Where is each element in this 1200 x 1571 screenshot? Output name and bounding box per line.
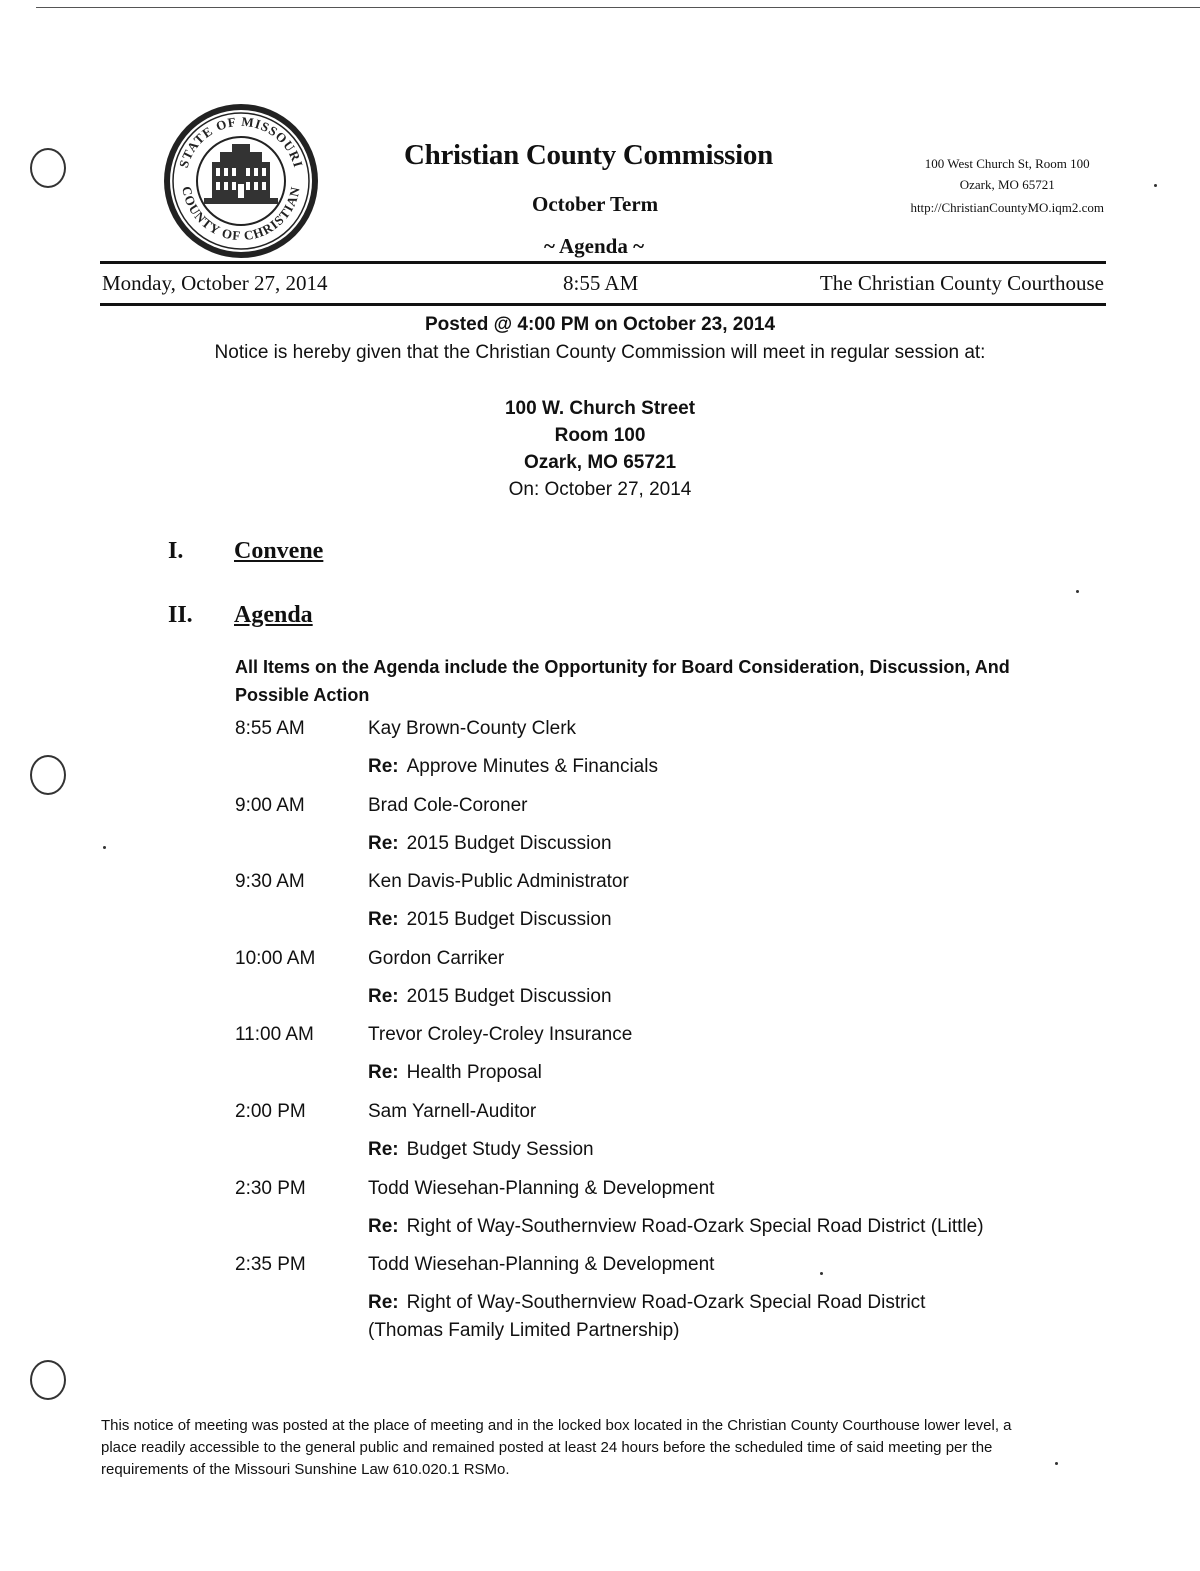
agenda-item xyxy=(235,718,1115,795)
posted-notice: Posted @ 4:00 PM on October 23, 2014 xyxy=(424,314,776,335)
item-topic-text: Approve Minutes & Financials xyxy=(406,756,658,777)
seal-text-bottom: COUNTY OF CHRISTIAN xyxy=(179,184,303,244)
item-presenter: Brad Cole-Coroner xyxy=(368,794,528,816)
section-title: Agenda xyxy=(234,602,313,628)
item-topic-text: 2015 Budget Discussion xyxy=(406,985,612,1007)
item-time: 9:30 AM xyxy=(235,871,305,893)
agenda-item xyxy=(235,948,1115,1025)
agenda-item xyxy=(235,871,1115,948)
item-presenter: Gordon Carriker xyxy=(368,947,505,969)
meeting-location xyxy=(0,395,1200,503)
scan-speck xyxy=(1076,590,1079,593)
commission-title: Christian County Commission xyxy=(404,139,773,171)
agenda-item xyxy=(235,1178,1115,1255)
top-edge-rule xyxy=(36,7,1200,8)
agenda-item xyxy=(235,795,1115,872)
item-time: 2:00 PM xyxy=(235,1100,306,1122)
item-presenter: Kay Brown-County Clerk xyxy=(368,718,577,739)
meeting-time: 8:55 AM xyxy=(563,271,639,295)
item-topic xyxy=(368,986,612,1008)
re-label: Re: xyxy=(368,1062,399,1084)
item-time: 2:30 PM xyxy=(235,1177,306,1199)
meeting-notice: Notice is hereby given that the Christian County Commission will meet in regular session at: xyxy=(214,342,986,363)
item-topic-text: Health Proposal xyxy=(406,1062,542,1084)
section-number: I. xyxy=(168,538,184,564)
item-topic-text: Right of Way-Southernview Road-Ozark Special Road District xyxy=(406,1292,926,1314)
item-topic xyxy=(368,756,658,778)
item-topic xyxy=(368,1062,542,1084)
item-time: 8:55 AM xyxy=(235,718,305,739)
item-topic xyxy=(368,1139,594,1161)
website-link[interactable]: http://ChristianCountyMO.iqm2.com xyxy=(910,200,1104,215)
scan-speck xyxy=(103,846,106,849)
punch-hole xyxy=(30,148,66,188)
section-title: Convene xyxy=(234,538,324,564)
header-rule-top xyxy=(100,261,1106,264)
section-number: II. xyxy=(168,602,193,628)
item-time: 2:35 PM xyxy=(235,1254,306,1276)
location-street: 100 W. Church Street xyxy=(504,398,696,419)
term-label: October Term xyxy=(532,192,659,216)
posting-disclaimer: This notice of meeting was posted at the place of meeting and in the locked box located in the Christian County Courthouse lower level, a place readily accessible to the general public and remained posted at least 24 hours before the scheduled time of said meeting per the requirements of the Missouri Sunshine Law 610.020.1 RSMo. xyxy=(101,1417,1012,1478)
re-label: Re: xyxy=(368,1215,399,1237)
re-label: Re: xyxy=(368,985,399,1007)
meeting-date: Monday, October 27, 2014 xyxy=(102,271,328,295)
item-topic xyxy=(368,909,612,931)
item-presenter: Ken Davis-Public Administrator xyxy=(368,871,629,893)
re-label: Re: xyxy=(368,756,399,777)
header-rule-bottom xyxy=(100,303,1106,306)
scan-speck xyxy=(1154,184,1157,187)
meeting-place: The Christian County Courthouse xyxy=(819,271,1104,295)
agenda-item xyxy=(235,1024,1115,1101)
item-topic xyxy=(368,1216,984,1238)
agenda-heading: ~ Agenda ~ xyxy=(544,234,645,258)
item-topic-text: 2015 Budget Discussion xyxy=(406,832,612,854)
item-presenter: Todd Wiesehan-Planning & Development xyxy=(368,1254,715,1276)
re-label: Re: xyxy=(368,909,399,931)
item-presenter: Sam Yarnell-Auditor xyxy=(368,1100,537,1122)
item-topic-text: Right of Way-Southernview Road-Ozark Special Road District (Little) xyxy=(406,1215,984,1237)
item-presenter: Trevor Croley-Croley Insurance xyxy=(368,1024,633,1046)
address-block xyxy=(910,152,1104,219)
item-presenter: Todd Wiesehan-Planning & Development xyxy=(368,1177,715,1199)
location-date: On: October 27, 2014 xyxy=(508,479,692,500)
punch-hole xyxy=(30,755,66,795)
re-label: Re: xyxy=(368,832,399,854)
item-topic xyxy=(368,833,612,855)
item-time: 10:00 AM xyxy=(235,947,316,969)
agenda-items xyxy=(235,718,1115,1342)
item-time: 11:00 AM xyxy=(235,1024,314,1046)
punch-hole xyxy=(30,1360,66,1400)
address-line-1: 100 West Church St, Room 100 xyxy=(924,156,1090,171)
agenda-intro: All Items on the Agenda include the Opportunity for Board Consideration, Discussion, And Possible Action xyxy=(235,657,1010,705)
item-topic-continued: (Thomas Family Limited Partnership) xyxy=(368,1320,680,1342)
agenda-item xyxy=(235,1101,1115,1178)
county-seal-icon xyxy=(162,102,320,260)
item-time: 9:00 AM xyxy=(235,794,305,816)
item-topic-text: Budget Study Session xyxy=(406,1138,594,1160)
agenda-item xyxy=(235,1254,1115,1342)
location-room: Room 100 xyxy=(554,425,646,446)
seal-text-top: STATE OF MISSOURI xyxy=(175,113,307,170)
item-topic xyxy=(368,1292,925,1314)
address-line-2: Ozark, MO 65721 xyxy=(959,177,1055,192)
scan-speck xyxy=(1055,1462,1058,1465)
re-label: Re: xyxy=(368,1292,399,1314)
re-label: Re: xyxy=(368,1138,399,1160)
location-city: Ozark, MO 65721 xyxy=(523,452,677,473)
item-topic-text: 2015 Budget Discussion xyxy=(406,909,612,931)
